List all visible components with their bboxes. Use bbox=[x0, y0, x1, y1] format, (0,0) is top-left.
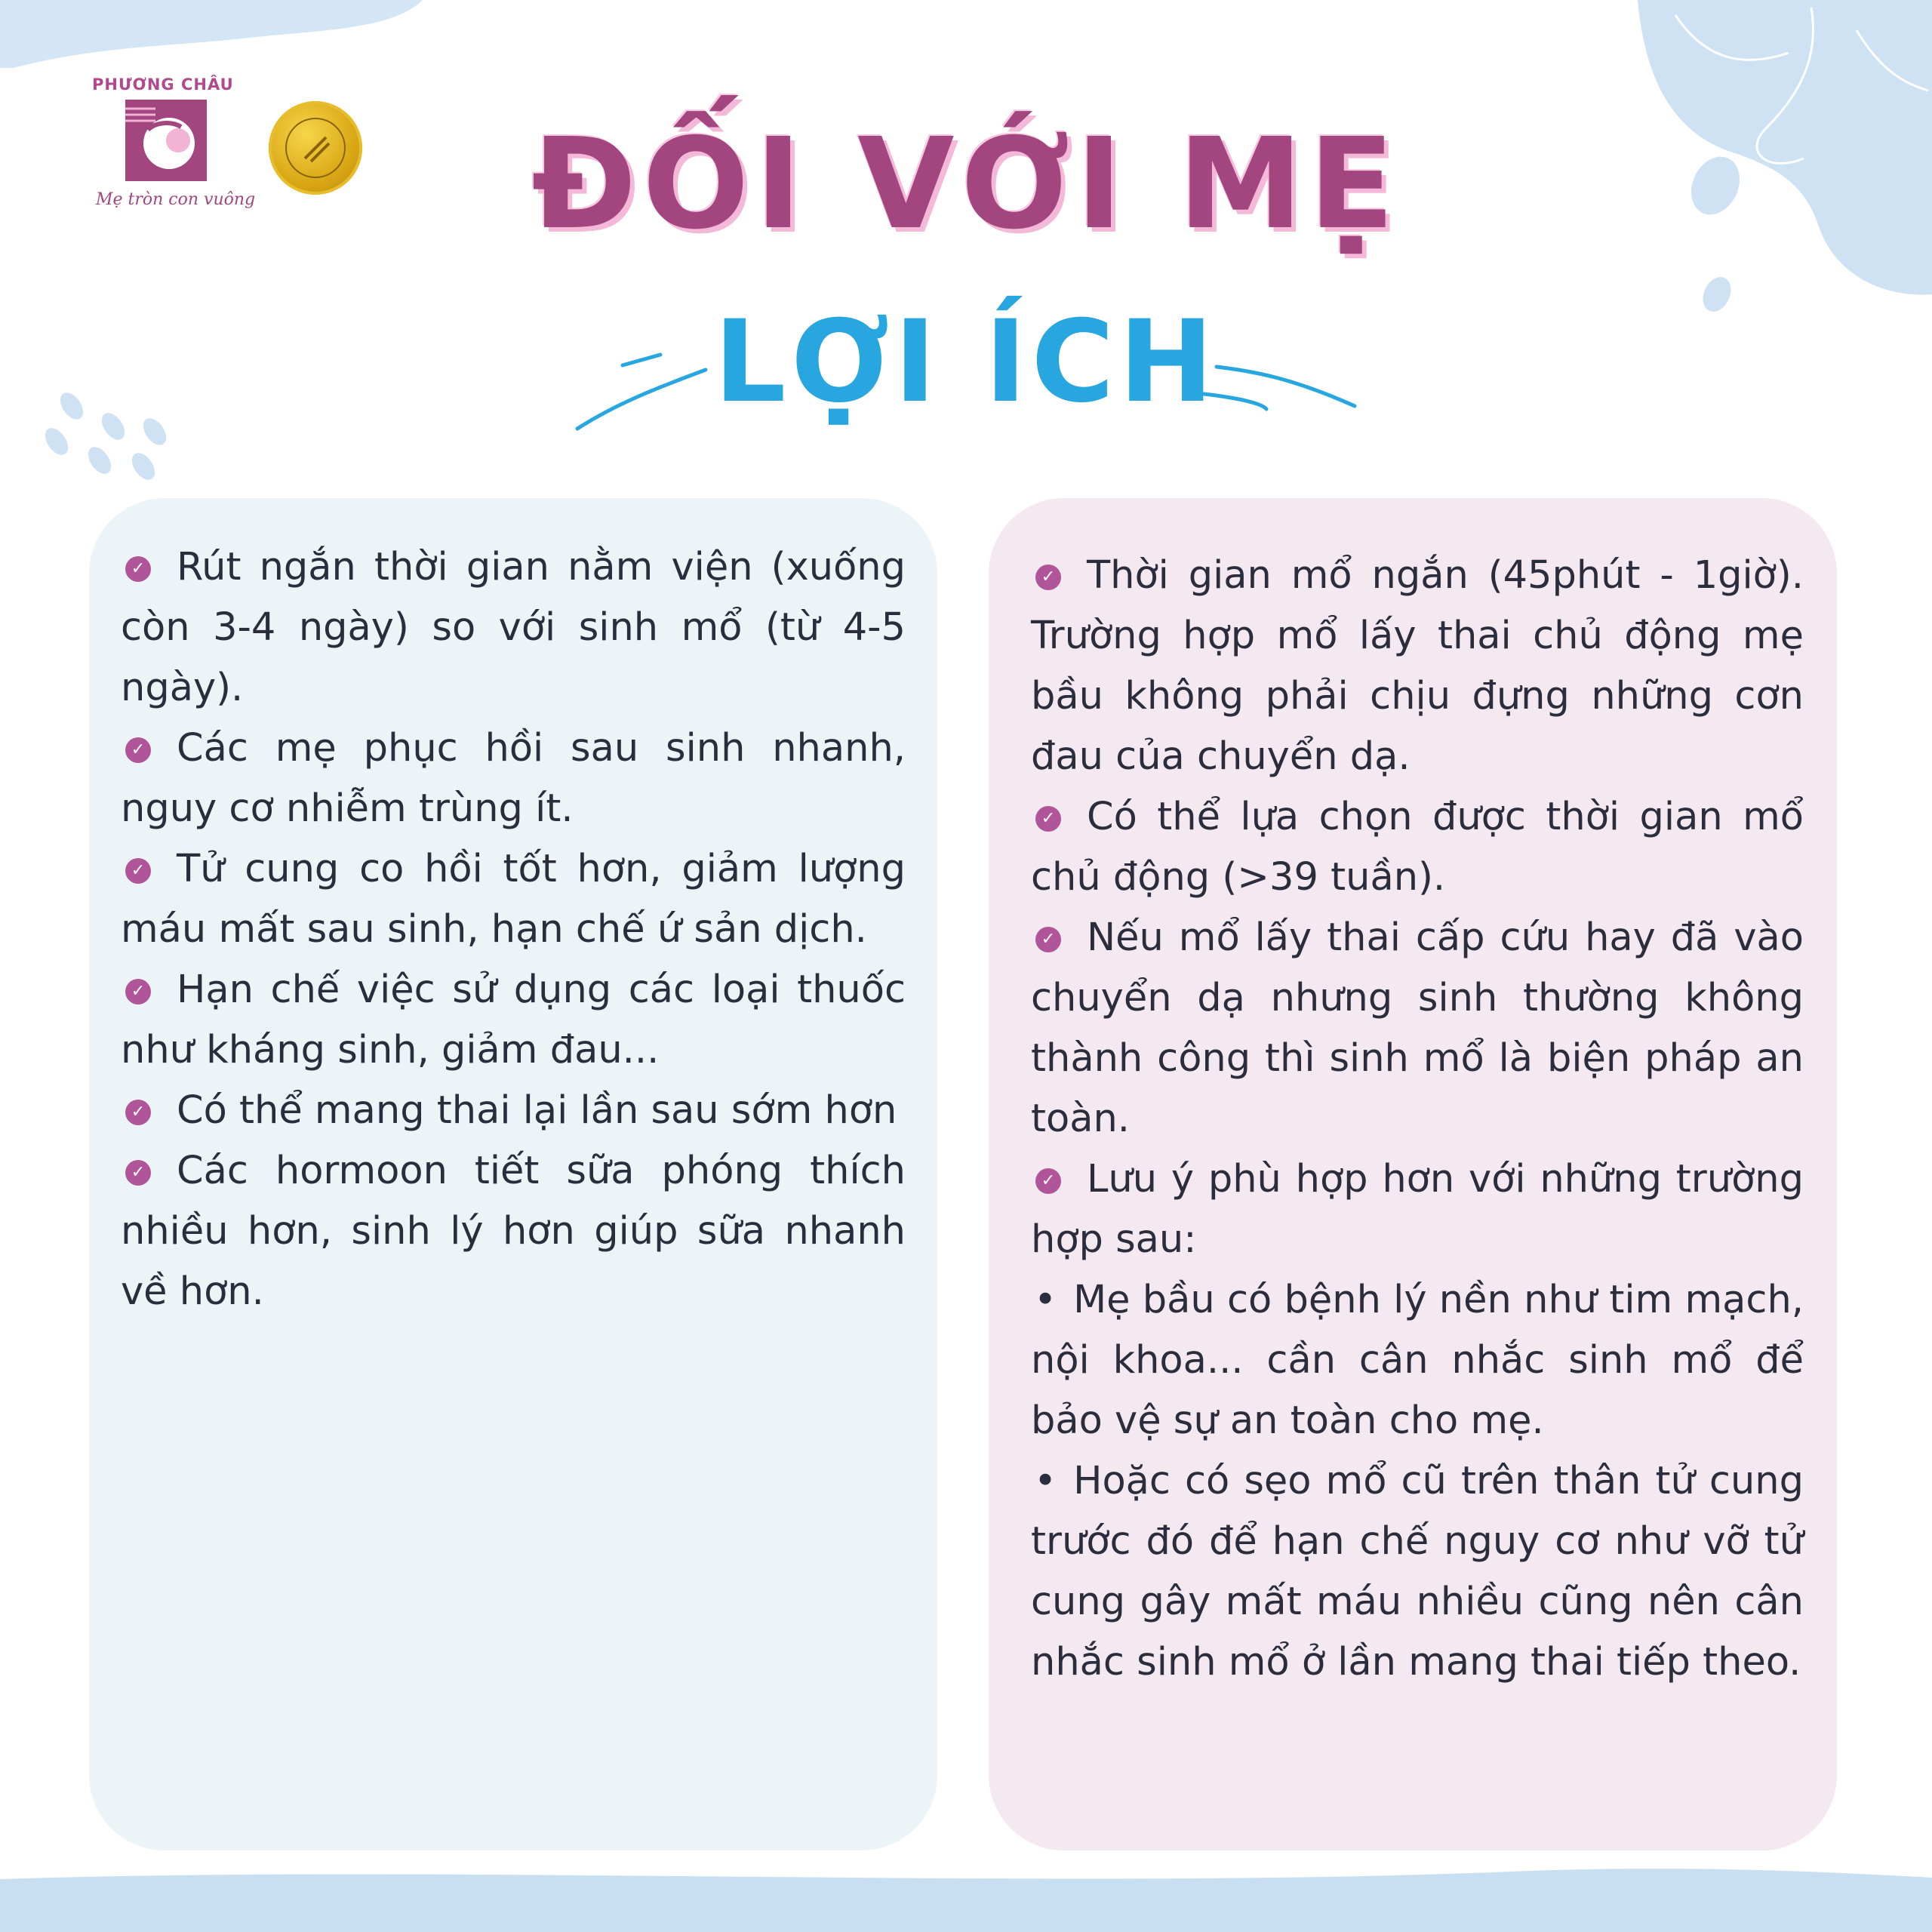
item-text: Các hormoon tiết sữa phóng thích nhiều hơn, sinh lý hơn giúp sữa nhanh về hơn. bbox=[121, 1149, 906, 1314]
bullet-item bbox=[1031, 1451, 1804, 1693]
list-item bbox=[1031, 1149, 1804, 1270]
bullet-dot-icon: • bbox=[1034, 1278, 1057, 1322]
item-text: Nếu mổ lấy thai cấp cứu hay đã vào chuyển dạ nhưng sinh thường không thành công thì sinh mổ là biện pháp an toàn. bbox=[1031, 915, 1804, 1141]
list-item bbox=[121, 537, 906, 718]
item-text: Hoặc có sẹo mổ cũ trên thân tử cung trước đó để hạn chế nguy cơ như vỡ tử cung gây mất máu nhiều cũng nên cân nhắc sinh mổ ở lần mang thai tiếp theo. bbox=[1031, 1459, 1804, 1684]
check-circle-icon: ✓ bbox=[1035, 806, 1061, 832]
list-item bbox=[121, 960, 906, 1081]
list-item bbox=[1031, 546, 1804, 787]
brand-name: PHƯƠNG CHÂU bbox=[92, 75, 234, 94]
item-text: Tử cung co hồi tốt hơn, giảm lượng máu mất sau sinh, hạn chế ứ sản dịch. bbox=[121, 847, 906, 952]
item-text: Hạn chế việc sử dụng các loại thuốc như kháng sinh, giảm đau... bbox=[121, 968, 906, 1072]
check-circle-icon: ✓ bbox=[125, 1100, 151, 1125]
bottom-band bbox=[0, 1879, 1932, 1932]
left-benefits-card bbox=[89, 498, 937, 1850]
bullet-dot-icon: • bbox=[1034, 1459, 1057, 1503]
item-text: Rút ngắn thời gian nằm viện (xuống còn 3-4 ngày) so với sinh mổ (từ 4-5 ngày). bbox=[121, 545, 906, 710]
bullet-item bbox=[1031, 1270, 1804, 1451]
item-text: Thời gian mổ ngắn (45phút - 1giờ). Trường hợp mổ lấy thai chủ động mẹ bầu không phải chịu đựng những cơn đau của chuyển dạ. bbox=[1031, 553, 1804, 779]
page-subtitle: LỢI ÍCH bbox=[713, 297, 1219, 428]
item-text: Có thể lựa chọn được thời gian mổ chủ động (>39 tuần). bbox=[1031, 795, 1804, 900]
item-text: Có thể mang thai lại lần sau sớm hơn bbox=[177, 1088, 897, 1133]
check-circle-icon: ✓ bbox=[1035, 1168, 1061, 1194]
check-circle-icon: ✓ bbox=[125, 858, 151, 884]
list-item bbox=[1031, 908, 1804, 1149]
item-text: Lưu ý phù hợp hơn với những trường hợp sau: bbox=[1031, 1157, 1804, 1262]
right-benefits-card bbox=[989, 498, 1837, 1850]
list-item bbox=[121, 1081, 906, 1141]
list-item bbox=[121, 718, 906, 839]
check-circle-icon: ✓ bbox=[125, 1160, 151, 1186]
check-circle-icon: ✓ bbox=[1035, 927, 1061, 952]
check-circle-icon: ✓ bbox=[125, 556, 151, 582]
list-item bbox=[121, 1141, 906, 1322]
check-circle-icon: ✓ bbox=[125, 979, 151, 1004]
top-left-blob bbox=[0, 0, 453, 68]
check-circle-icon: ✓ bbox=[125, 737, 151, 763]
item-text: Các mẹ phục hồi sau sinh nhanh, nguy cơ nhiễm trùng ít. bbox=[121, 726, 906, 831]
item-text: Mẹ bầu có bệnh lý nền như tim mạch, nội khoa... cần cân nhắc sinh mổ để bảo vệ sự an toàn cho mẹ. bbox=[1031, 1278, 1804, 1443]
check-circle-icon: ✓ bbox=[1035, 565, 1061, 590]
list-item bbox=[121, 839, 906, 960]
list-item bbox=[1031, 787, 1804, 908]
brand-tagline: Mẹ tròn con vuông bbox=[96, 190, 256, 209]
page-title: ĐỐI VỚI MẸ bbox=[531, 112, 1401, 257]
